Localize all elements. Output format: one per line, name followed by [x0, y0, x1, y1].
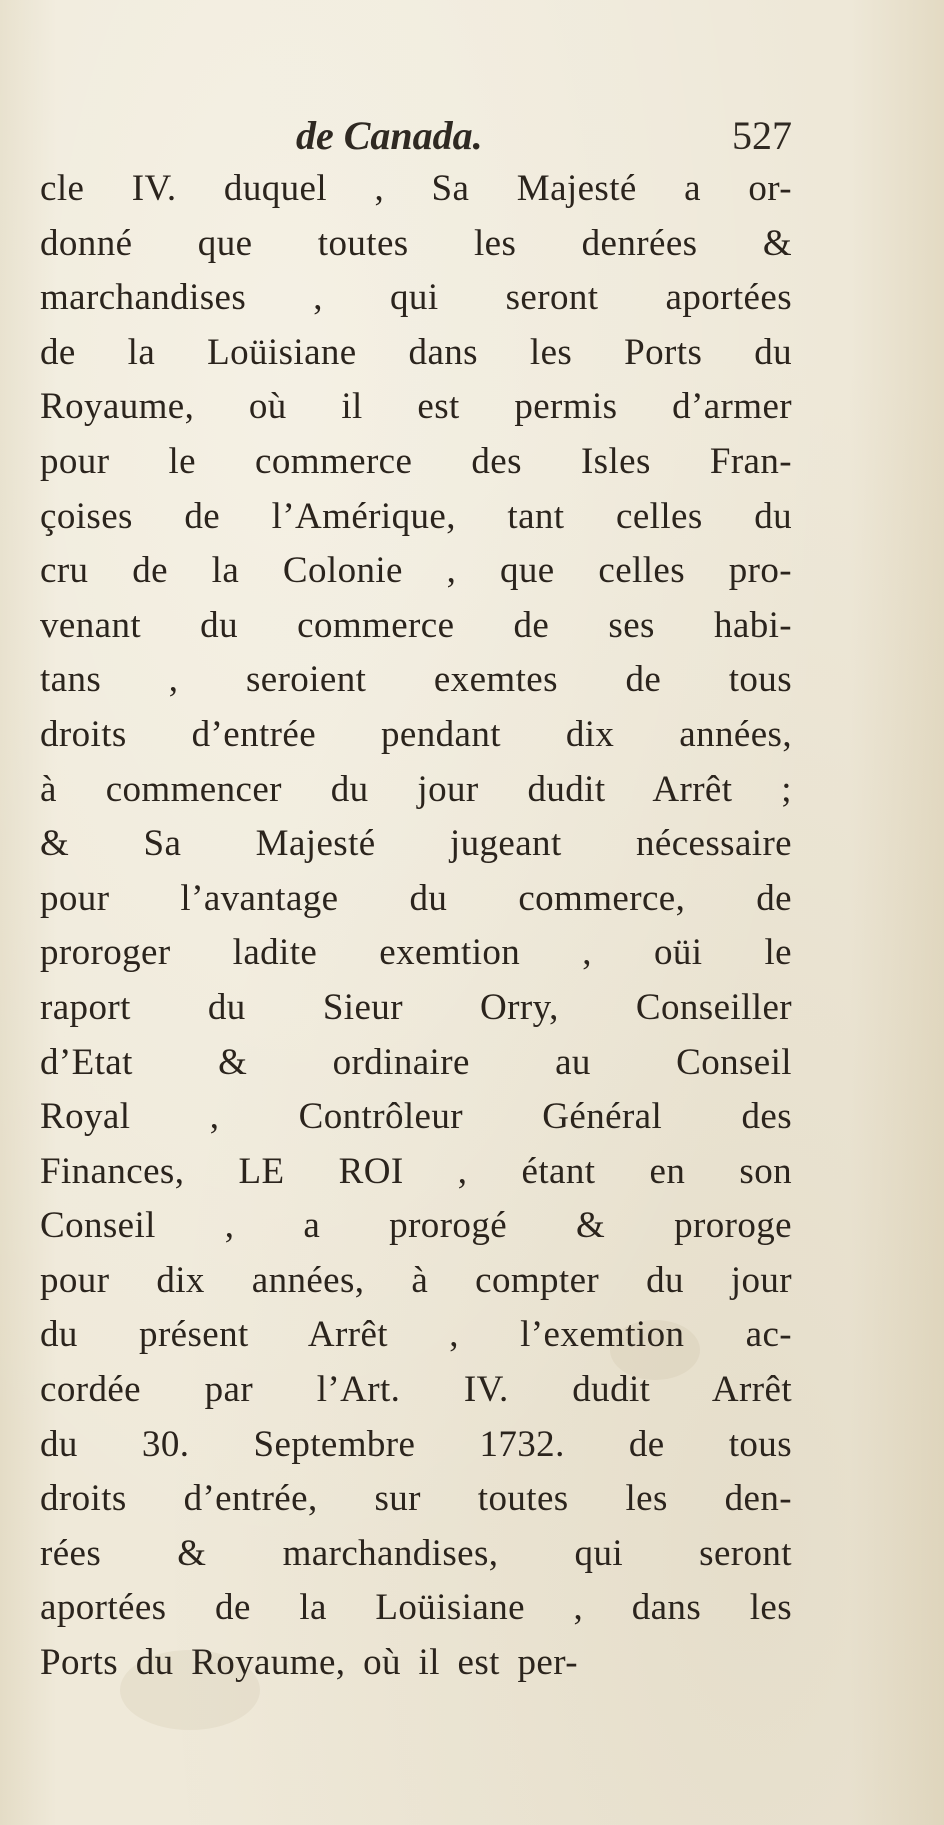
text-line: & Sa Majesté jugeant nécessaire [40, 823, 792, 865]
text-line: raport du Sieur Orry, Conseiller [40, 986, 792, 1028]
body-text [40, 162, 792, 1691]
text-line: droits d’entrée, sur toutes les den- [40, 1478, 792, 1520]
text-line: Conseil , a prorogé & proroge [40, 1205, 792, 1247]
text-line: cru de la Colonie , que celles pro- [40, 550, 792, 592]
text-line: aportées de la Loüisiane , dans les [40, 1587, 792, 1629]
text-line: Finances, LE ROI , étant en son [40, 1150, 792, 1192]
text-line: marchandises , qui seront aportées [40, 277, 792, 319]
text-line: çoises de l’Amérique, tant celles du [40, 495, 792, 537]
text-line: rées & marchandises, qui seront [40, 1532, 792, 1574]
text-line: Royal , Contrôleur Général des [40, 1096, 792, 1138]
text-line: droits d’entrée pendant dix années, [40, 713, 792, 755]
text-line: à commencer du jour dudit Arrêt ; [40, 768, 792, 810]
text-line: proroger ladite exemtion , oüi le [40, 932, 792, 974]
text-line: du 30. Septembre 1732. de tous [40, 1423, 792, 1465]
text-line: pour dix années, à compter du jour [40, 1259, 792, 1301]
text-line: donné que toutes les denrées & [40, 222, 792, 264]
running-title: de Canada. [296, 113, 483, 158]
text-line: pour le commerce des Isles Fran- [40, 440, 792, 482]
text-line: cle IV. duquel , Sa Majesté a or- [40, 168, 792, 209]
text-line: Royaume, où il est permis d’armer [40, 386, 792, 428]
text-line: de la Loüisiane dans les Ports du [40, 331, 792, 373]
running-head [40, 112, 792, 160]
text-line: Ports du Royaume, où il est per- [40, 1642, 578, 1684]
page-number: 527 [732, 113, 792, 158]
text-line: cordée par l’Art. IV. dudit Arrêt [40, 1369, 792, 1411]
text-line: d’Etat & ordinaire au Conseil [40, 1041, 792, 1083]
text-line: du présent Arrêt , l’exemtion ac- [40, 1314, 792, 1356]
text-line: tans , seroient exemtes de tous [40, 659, 792, 701]
text-line: pour l’avantage du commerce, de [40, 877, 792, 919]
text-line: venant du commerce de ses habi- [40, 604, 792, 646]
